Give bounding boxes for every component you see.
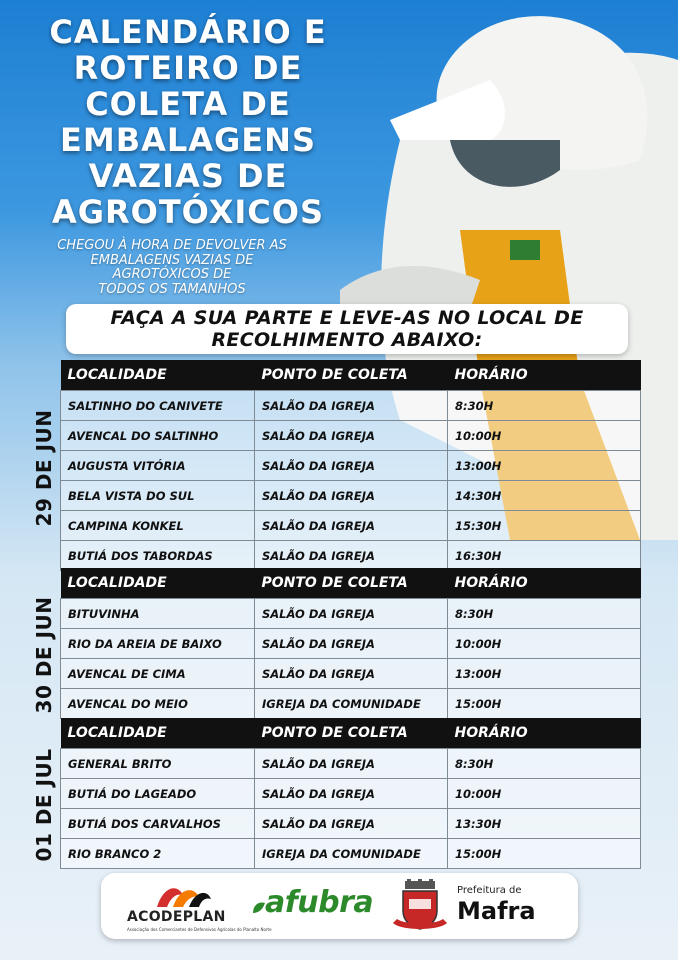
acodeplan-tagline: Associação dos Comerciantes de Defensivos Agrícolas do Planalto Norte [127, 927, 272, 932]
table-row [61, 629, 641, 659]
cell-horario: 8:30H [448, 599, 641, 629]
table-header-row [61, 360, 641, 391]
cell-horario: 15:00H [448, 839, 641, 869]
header-localidade: LOCALIDADE [61, 718, 255, 749]
cell-localidade: BUTIÁ DO LAGEADO [61, 779, 255, 809]
cell-ponto: IGREJA DA COMUNIDADE [255, 839, 448, 869]
date-text: 29 DE JUN [32, 409, 56, 527]
header-horario: HORÁRIO [448, 360, 641, 391]
table-row [61, 779, 641, 809]
instruction-banner [66, 304, 628, 354]
cell-ponto: SALÃO DA IGREJA [255, 391, 448, 421]
cell-localidade: BITUVINHA [61, 599, 255, 629]
cell-localidade: RIO DA AREIA DE BAIXO [61, 629, 255, 659]
acodeplan-logo-icon [153, 881, 213, 911]
table-row [61, 809, 641, 839]
cell-horario: 10:00H [448, 629, 641, 659]
cell-horario: 15:00H [448, 689, 641, 719]
header-ponto-de-coleta: PONTO DE COLETA [255, 360, 448, 391]
schedule-table-29-jun [60, 360, 641, 571]
cell-ponto: SALÃO DA IGREJA [255, 749, 448, 779]
cell-ponto: SALÃO DA IGREJA [255, 421, 448, 451]
afubra-logo-text: afubra [265, 885, 374, 920]
header-horario: HORÁRIO [448, 718, 641, 749]
table-header-row [61, 718, 641, 749]
schedule-table-30-jun [60, 568, 641, 719]
cell-ponto: SALÃO DA IGREJA [255, 809, 448, 839]
header-ponto-de-coleta: PONTO DE COLETA [255, 568, 448, 599]
cell-horario: 13:00H [448, 659, 641, 689]
page-title: CALENDÁRIO E ROTEIRO DE COLETA DE EMBALAGENS VAZIAS DE AGROTÓXICOS [49, 13, 327, 231]
cell-horario: 13:30H [448, 809, 641, 839]
table-row [61, 689, 641, 719]
table-row [61, 421, 641, 451]
cell-localidade: AVENCAL DO MEIO [61, 689, 255, 719]
cell-horario: 10:00H [448, 421, 641, 451]
cell-localidade: BUTIÁ DOS TABORDAS [61, 541, 255, 571]
mafra-coat-of-arms-icon [391, 879, 449, 933]
cell-horario: 14:30H [448, 481, 641, 511]
table-row [61, 599, 641, 629]
header-ponto-de-coleta: PONTO DE COLETA [255, 718, 448, 749]
cell-ponto: IGREJA DA COMUNIDADE [255, 689, 448, 719]
cell-horario: 16:30H [448, 541, 641, 571]
afubra-leaf-icon [251, 901, 267, 915]
table-row [61, 541, 641, 571]
cell-localidade: AVENCAL DE CIMA [61, 659, 255, 689]
cell-horario: 8:30H [448, 749, 641, 779]
instruction-text: FAÇA A SUA PARTE E LEVE-AS NO LOCAL DE RECOLHIMENTO ABAIXO: [110, 307, 584, 351]
table-row [61, 659, 641, 689]
table-row [61, 839, 641, 869]
table-row [61, 391, 641, 421]
cell-ponto: SALÃO DA IGREJA [255, 481, 448, 511]
prefeitura-label: Prefeitura de [457, 885, 522, 896]
cell-ponto: SALÃO DA IGREJA [255, 599, 448, 629]
cell-ponto: SALÃO DA IGREJA [255, 659, 448, 689]
cell-localidade: GENERAL BRITO [61, 749, 255, 779]
cell-horario: 15:30H [448, 511, 641, 541]
mafra-label: Mafra [457, 897, 536, 925]
cell-localidade: CAMPINA KONKEL [61, 511, 255, 541]
header-localidade: LOCALIDADE [61, 360, 255, 391]
acodeplan-name: ACODEPLAN [127, 909, 226, 925]
cell-horario: 10:00H [448, 779, 641, 809]
sponsor-logos-panel [101, 873, 578, 939]
cell-localidade: BUTIÁ DOS CARVALHOS [61, 809, 255, 839]
table-row [61, 749, 641, 779]
header-horario: HORÁRIO [448, 568, 641, 599]
table-row [61, 511, 641, 541]
date-text: 30 DE JUN [32, 596, 56, 714]
schedule-table-01-jul [60, 718, 641, 869]
cell-horario: 8:30H [448, 391, 641, 421]
cell-ponto: SALÃO DA IGREJA [255, 511, 448, 541]
table-row [61, 451, 641, 481]
cell-ponto: SALÃO DA IGREJA [255, 779, 448, 809]
table-header-row [61, 568, 641, 599]
cell-localidade: BELA VISTA DO SUL [61, 481, 255, 511]
header-localidade: LOCALIDADE [61, 568, 255, 599]
table-row [61, 481, 641, 511]
date-text: 01 DE JUL [32, 748, 56, 862]
cell-localidade: SALTINHO DO CANIVETE [61, 391, 255, 421]
cell-ponto: SALÃO DA IGREJA [255, 629, 448, 659]
cell-ponto: SALÃO DA IGREJA [255, 541, 448, 571]
cell-localidade: RIO BRANCO 2 [61, 839, 255, 869]
cell-ponto: SALÃO DA IGREJA [255, 451, 448, 481]
cell-horario: 13:00H [448, 451, 641, 481]
cell-localidade: AVENCAL DO SALTINHO [61, 421, 255, 451]
page-subtitle: CHEGOU À HORA DE DEVOLVER AS EMBALAGENS VAZIAS DE AGROTÓXICOS DE TODOS OS TAMANHOS [57, 238, 287, 297]
cell-localidade: AUGUSTA VITÓRIA [61, 451, 255, 481]
